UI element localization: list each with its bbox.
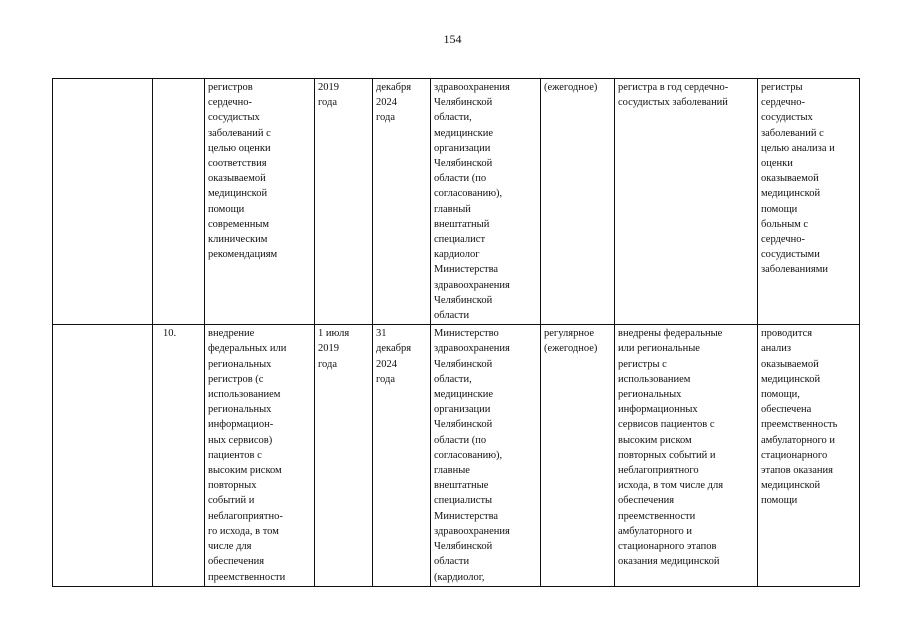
cell-line: регистра в год сердечно- (618, 82, 729, 93)
cell-line: регистры (761, 82, 803, 93)
cell-line: го исхода, в том (208, 525, 279, 537)
cell-line: клиническим (208, 234, 268, 246)
cell-line: кардиолог (434, 249, 480, 261)
cell-line: 1 июля (318, 328, 350, 340)
cell-line: медицинской (761, 188, 821, 200)
cell-line: сосудистых (761, 112, 813, 124)
cell-line: 2024 (376, 97, 397, 109)
cell-line: повторных событий и (618, 449, 716, 461)
cell-line: регистры с (618, 358, 667, 370)
cell-line: целью оценки (208, 142, 271, 154)
end-date-cell (373, 79, 431, 325)
cell-line: обеспечения (208, 556, 265, 568)
cell-line: помощи (761, 203, 798, 215)
cell-line: преемственности (618, 510, 696, 522)
cell-line: использованием (618, 373, 691, 385)
cell-line: Челябинской (434, 541, 493, 553)
cell-line: области (по (434, 434, 487, 446)
cell-line: здравоохранения (434, 343, 510, 355)
cell-line: года (376, 112, 395, 124)
indicator-cell (615, 325, 758, 586)
cell-line: информацион- (208, 419, 274, 431)
cell-line: главный (434, 203, 471, 215)
cell-line: внедрены федеральные (618, 328, 723, 340)
cell-line: региональных (618, 389, 682, 401)
cell-line: регистров (с (208, 373, 264, 385)
cell-line: целью анализа и (761, 142, 835, 154)
measure-cell (205, 79, 315, 325)
cell-line: современным (208, 218, 270, 230)
cell-line: согласованию), (434, 188, 503, 200)
cell-line: Министерства (434, 510, 499, 522)
cell-line: сосудистыми (761, 249, 820, 261)
cell-line: специалист (434, 234, 486, 246)
cell-line: анализ (761, 343, 792, 355)
result-cell (758, 325, 860, 586)
row-number-cell (153, 79, 205, 325)
cell-line: здравоохранения (434, 82, 510, 93)
cell-line: медицинской (208, 188, 268, 200)
cell-line: неблагоприятного (618, 465, 699, 477)
cell-line: области, (434, 373, 472, 385)
empty-cell (53, 79, 153, 325)
executor-cell (431, 79, 541, 325)
start-date-cell (315, 79, 373, 325)
cell-line: преемственности (208, 571, 286, 583)
cell-line: помощи (208, 203, 245, 215)
cell-line: стационарного (761, 449, 828, 461)
cell-line: сердечно- (208, 97, 252, 109)
cell-line: области (434, 310, 470, 322)
table-row (53, 325, 860, 586)
cell-line: декабря (376, 82, 412, 93)
frequency-cell (541, 325, 615, 586)
cell-line: повторных (208, 480, 257, 492)
start-date-cell (315, 325, 373, 586)
cell-line: заболеваний с (208, 127, 271, 139)
cell-line: (ежегодное) (544, 82, 598, 93)
cell-line: Челябинской (434, 97, 493, 109)
cell-line: использованием (208, 389, 281, 401)
cell-line: региональных (208, 404, 272, 416)
cell-line: года (376, 373, 395, 385)
result-cell (758, 79, 860, 325)
cell-line: Челябинской (434, 158, 493, 170)
cell-line: медицинские (434, 127, 494, 139)
cell-line: декабря (376, 343, 412, 355)
cell-line: медицинские (434, 389, 494, 401)
cell-line: сосудистых (208, 112, 260, 124)
cell-line: главные (434, 465, 470, 477)
frequency-cell (541, 79, 615, 325)
cell-line: внедрение (208, 328, 255, 340)
executor-cell (431, 325, 541, 586)
measure-cell (205, 325, 315, 586)
cell-line: области (по (434, 173, 487, 185)
cell-line: медицинской (761, 373, 821, 385)
cell-line: высоким риском (618, 434, 692, 446)
cell-line: информационных (618, 404, 698, 416)
cell-line: высоким риском (208, 465, 282, 477)
cell-line: региональных (208, 358, 272, 370)
cell-line: года (318, 358, 337, 370)
cell-line: заболеваниями (761, 264, 828, 276)
cell-line: регулярное (544, 328, 594, 340)
cell-line: оказываемой (208, 173, 266, 185)
cell-line: здравоохранения (434, 279, 510, 291)
table-row (53, 79, 860, 325)
cell-line: регистров (208, 82, 253, 93)
cell-line: внештатные (434, 480, 489, 492)
cell-line: сердечно- (761, 234, 805, 246)
cell-line: согласованию), (434, 449, 503, 461)
row-number-cell: 10. (153, 325, 205, 586)
cell-line: обеспечена (761, 404, 812, 416)
cell-line: помощи (761, 495, 798, 507)
cell-line: оказываемой (761, 173, 819, 185)
cell-line: стационарного этапов (618, 541, 717, 553)
cell-line: федеральных или (208, 343, 287, 355)
cell-line: организации (434, 404, 491, 416)
measures-table (52, 78, 860, 587)
cell-line: проводится (761, 328, 813, 340)
cell-line: амбулаторного и (618, 525, 693, 537)
cell-line: неблагоприятно- (208, 510, 283, 522)
cell-line: больным с (761, 218, 809, 230)
cell-line: Челябинской (434, 358, 493, 370)
cell-line: пациентов с (208, 449, 262, 461)
cell-line: оказываемой (761, 358, 819, 370)
cell-line: сосудистых заболеваний (618, 97, 728, 109)
cell-line: Челябинской (434, 419, 493, 431)
cell-line: исхода, в том числе для (618, 480, 724, 492)
cell-line: оценки (761, 158, 793, 170)
cell-line: Министерство (434, 328, 499, 340)
cell-line: оказания медицинской (618, 556, 720, 568)
cell-line: рекомендациям (208, 249, 278, 261)
end-date-cell (373, 325, 431, 586)
indicator-cell (615, 79, 758, 325)
cell-line: года (318, 97, 337, 109)
cell-line: соответствия (208, 158, 267, 170)
cell-line: сервисов пациентов с (618, 419, 715, 431)
cell-line: заболеваний с (761, 127, 824, 139)
cell-line: ных сервисов) (208, 434, 273, 446)
cell-line: 2024 (376, 358, 397, 370)
cell-line: 2019 (318, 343, 339, 355)
cell-line: преемственность (761, 419, 838, 431)
cell-line: амбулаторного и (761, 434, 836, 446)
cell-line: или региональные (618, 343, 700, 355)
cell-line: организации (434, 142, 491, 154)
cell-line: (кардиолог, (434, 571, 485, 583)
cell-line: специалисты (434, 495, 493, 507)
cell-line: 2019 (318, 82, 339, 93)
cell-line: событий и (208, 495, 255, 507)
cell-line: Челябинской (434, 294, 493, 306)
cell-line: Министерства (434, 264, 499, 276)
cell-line: здравоохранения (434, 525, 510, 537)
cell-line: числе для (208, 541, 252, 553)
cell-line: внештатный (434, 218, 490, 230)
page-number: 154 (443, 32, 462, 46)
cell-line: помощи, (761, 389, 800, 401)
cell-line: области (434, 556, 470, 568)
cell-line: 31 (376, 328, 387, 340)
cell-line: сердечно- (761, 97, 805, 109)
cell-line: обеспечения (618, 495, 675, 507)
cell-line: этапов оказания (761, 465, 833, 477)
cell-line: медицинской (761, 480, 821, 492)
cell-line: (ежегодное) (544, 343, 598, 355)
empty-cell (53, 325, 153, 586)
cell-line: области, (434, 112, 472, 124)
